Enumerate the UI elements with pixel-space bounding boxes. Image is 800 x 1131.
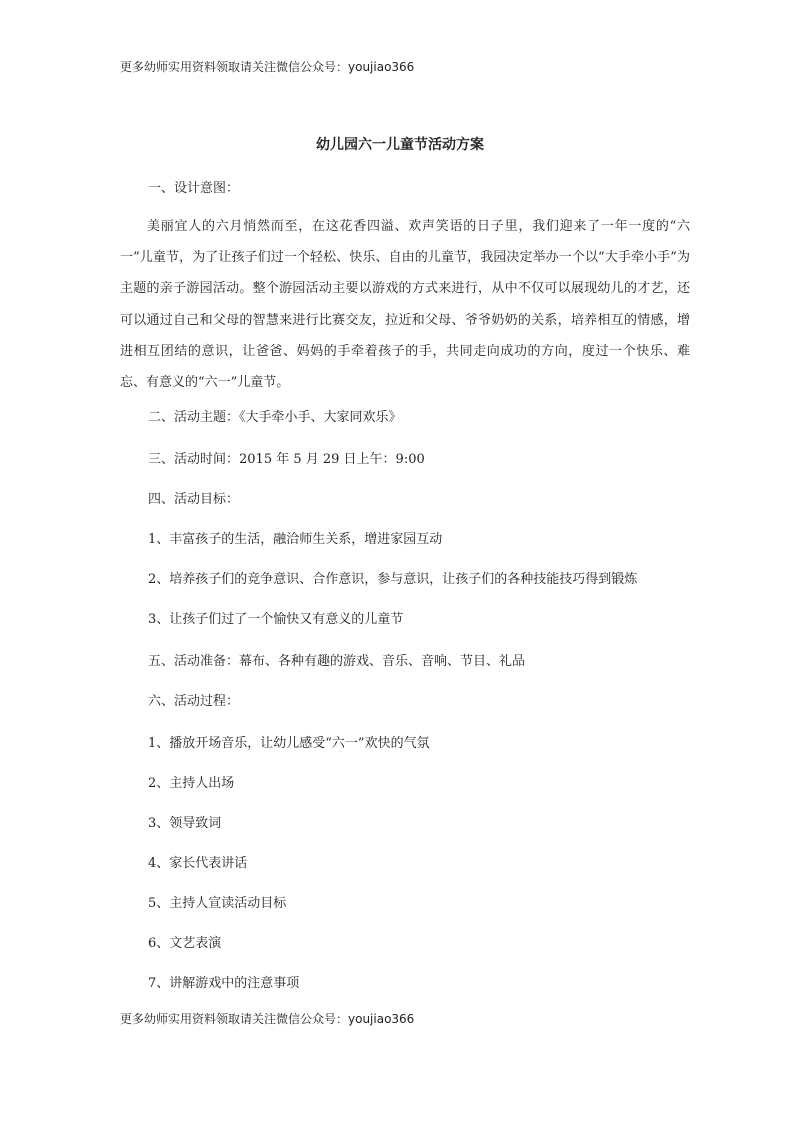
activity-process-heading: 六、活动过程：: [148, 694, 240, 709]
process-step: 3、领导致词: [148, 816, 222, 831]
goal-item: 1、丰富孩子的生活，融洽师生关系，增进家园互动: [148, 532, 443, 547]
design-intent-paragraph: 美丽宜人的六月悄然而至，在这花香四溢、欢声笑语的日子里，我们迎来了一年一度的“六一”儿童节，为了让孩子们过一个轻松、快乐、自由的儿童节，我园决定举办一个以“大手牵小手”为主题的亲子游园活动。整个游园活动主要以游戏的方式来进行，从中不仅可以展现幼儿的才艺，还可以通过自己和父母的智慧来进行比赛交友，拉近和父母、爷爷奶奶的关系，培养相互的情感，增进相互团结的意识，让爸爸、妈妈的手牵着孩子的手，共同走向成功的方向，度过一个快乐、难忘、有意义的“六一”儿童节。: [120, 219, 690, 391]
process-step: 7、讲解游戏中的注意事项: [148, 976, 300, 991]
process-step: 2、主持人出场: [148, 776, 235, 791]
document-title: 幼儿园六一儿童节活动方案: [316, 137, 484, 153]
process-step: 5、主持人宣读活动目标: [148, 896, 287, 911]
goal-item: 2、培养孩子们的竞争意识、合作意识，参与意识，让孩子们的各种技能技巧得到锻炼: [148, 572, 638, 587]
footer-note: 更多幼师实用资料领取请关注微信公众号：youjiao366: [120, 1012, 415, 1026]
process-step: 6、文艺表演: [148, 936, 222, 951]
activity-goals-heading: 四、活动目标：: [148, 492, 240, 507]
goal-item: 3、让孩子们过了一个愉快又有意义的儿童节: [148, 612, 404, 627]
process-step: 4、家长代表讲话: [148, 856, 248, 871]
design-intent-heading: 一、设计意图：: [148, 181, 240, 196]
process-step: 1、播放开场音乐，让幼儿感受“六一”欢快的气氛: [148, 736, 430, 751]
activity-time: 三、活动时间：2015 年 5 月 29 日上午：9:00: [148, 452, 425, 467]
activity-theme: 二、活动主题：《大手牵小手、大家同欢乐》: [148, 410, 402, 425]
activity-preparation: 五、活动准备：幕布、各种有趣的游戏、音乐、音响、节目、礼品: [148, 654, 526, 669]
header-note: 更多幼师实用资料领取请关注微信公众号：youjiao366: [120, 60, 415, 74]
